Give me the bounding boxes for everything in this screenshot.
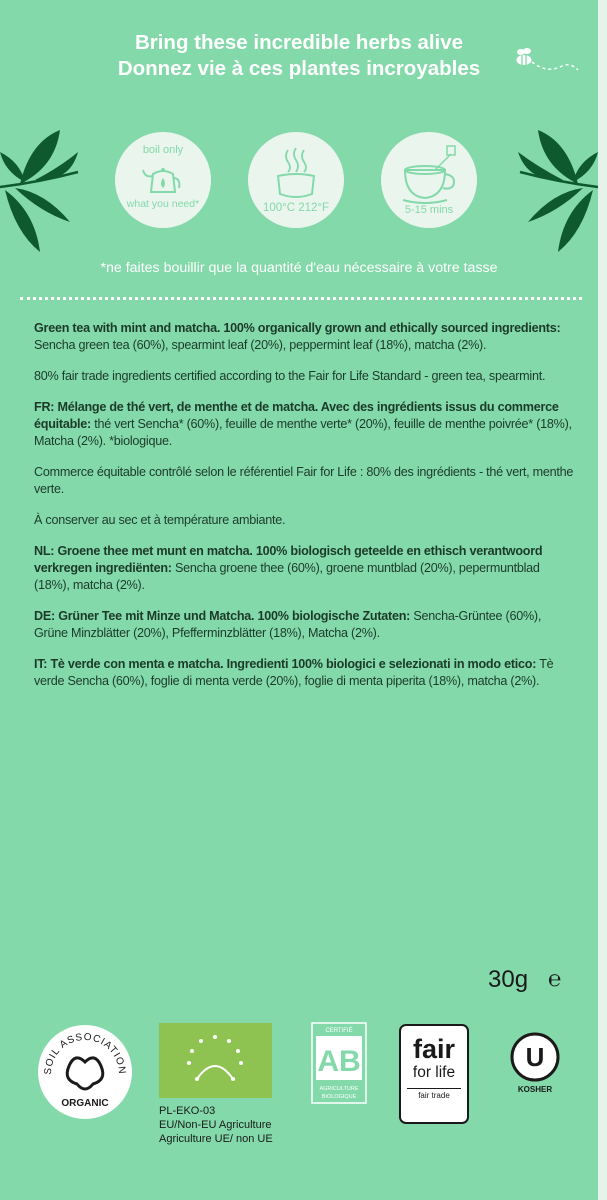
header — [0, 30, 598, 82]
eu-organic-code — [159, 1104, 273, 1146]
fairtrade-en: 80% fair trade ingredients certified according to the Fair for Life Standard - green tea, spearmint. — [34, 369, 546, 383]
fair-word: fair — [412, 1034, 456, 1064]
water-temperature-badge — [248, 132, 344, 228]
ingredients-fr: FR: Mélange de thé vert, de menthe et de matcha. Avec des ingrédients issus du commerce équitable: thé vert Sencha* (60%), feuille de menthe verte* (20%), feuille de menthe poivrée* (18%), Matcha (2%). *biologique. — [34, 400, 572, 448]
soil-association-organic-logo — [35, 1022, 135, 1122]
kosher-letter: U — [525, 1042, 545, 1072]
estimated-sign-icon: ℮ — [548, 966, 562, 991]
boil-only-label: boil only — [142, 144, 184, 156]
ingredients-en: Green tea with mint and matcha. 100% organically grown and ethically sourced ingredients: Sencha green tea (60%), spearmint leaf (20%), peppermint leaf (18%), matcha (2%). — [34, 321, 561, 352]
dotted-divider — [20, 297, 582, 300]
ingredients-it: IT: Tè verde con menta e matcha. Ingredienti 100% biologici e selezionati in modo etico: Tè verde Sencha (60%), foglie di menta verde (20%), foglie di menta piperita (18%), matcha (2%). — [34, 657, 554, 688]
ab-certifie-text: CERTIFIÉ — [325, 1028, 353, 1034]
fair-trade-word: fair trade — [407, 1088, 461, 1100]
eu-agriculture-origin: EU/Non-EU Agriculture — [159, 1119, 272, 1131]
temperature-label: 100°C 212°F — [262, 202, 330, 214]
ab-agriculture-biologique-logo — [311, 1022, 367, 1104]
eu-organic-leaf-logo — [159, 1023, 272, 1098]
ingredients-de: DE: Grüner Tee mit Minze und Matcha. 100% biologische Zutaten: Sencha-Grüntee (60%), Grüne Minzblätter (20%), Pfefferminzblätter (18%), Matcha (2%). — [34, 609, 542, 640]
bee-icon — [512, 40, 582, 80]
ab-letters: AB — [317, 1045, 361, 1078]
ab-agriculture-text: AGRICULTURE — [319, 1086, 359, 1092]
package-edge — [598, 0, 607, 1200]
fair-for-life-logo — [399, 1024, 469, 1124]
header-french: Donnez vie à ces plantes incroyables — [117, 57, 481, 80]
for-life-word: for life — [412, 1064, 456, 1081]
herb-leaves-right-icon — [512, 112, 598, 262]
net-weight: 30g — [488, 966, 529, 993]
storage-fr: À conserver au sec et à température ambiante. — [34, 513, 286, 527]
kosher-text: KOSHER — [517, 1085, 553, 1094]
organic-label: ORGANIC — [61, 1098, 109, 1109]
eu-agriculture-origin-fr: Agriculture UE/ non UE — [159, 1133, 273, 1145]
what-you-need-label: what you need* — [126, 198, 200, 210]
ingredients-nl: NL: Groene thee met munt en matcha. 100% biologisch geteelde en ethisch verantwoord verkregen ingrediënten: Sencha groene thee (60%), groene muntblad (20%), pepermuntblad (18%), matcha (2%). — [34, 544, 543, 592]
kosher-ou-logo — [509, 1031, 561, 1095]
ingredients-block — [34, 320, 574, 704]
french-footnote: *ne faites bouillir que la quantité d'eau nécessaire à votre tasse — [100, 260, 498, 276]
ab-biologique-text: BIOLOGIQUE — [321, 1094, 357, 1100]
steep-time-badge — [381, 132, 477, 228]
boil-only-what-you-need-badge — [115, 132, 211, 228]
soil-association-arc-text: SOIL ASSOCIATION — [42, 1031, 128, 1076]
steep-time-label: 5-15 mins — [404, 204, 454, 216]
herb-leaves-left-icon — [0, 112, 80, 262]
header-english: Bring these incredible herbs alive — [134, 31, 464, 54]
eu-control-code: PL-EKO-03 — [159, 1105, 216, 1117]
fairtrade-fr: Commerce équitable contrôlé selon le référentiel Fair for Life : 80% des ingrédients - thé vert, menthe verte. — [34, 465, 574, 496]
